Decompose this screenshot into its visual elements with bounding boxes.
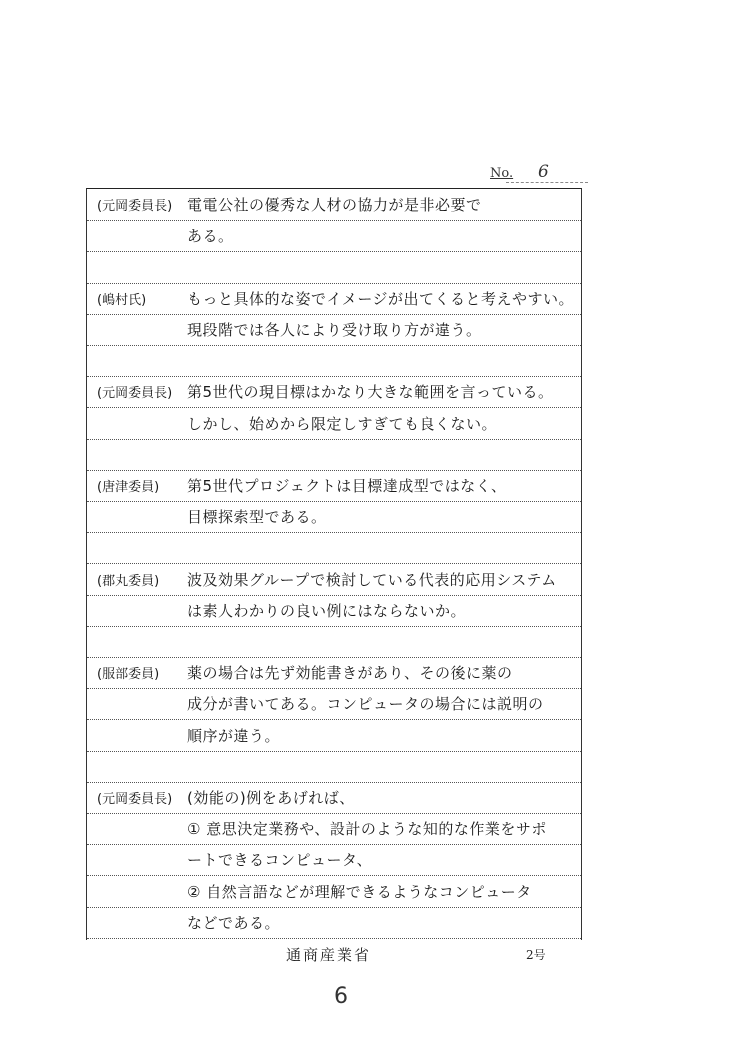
line-text: などである。 bbox=[187, 913, 281, 932]
transcript-line bbox=[87, 532, 581, 563]
line-text: 第5世代プロジェクトは目標達成型ではなく、 bbox=[187, 476, 507, 495]
line-text: しかし、始めから限定しすぎても良くない。 bbox=[187, 414, 498, 433]
transcript-line bbox=[87, 595, 581, 626]
transcript-line bbox=[87, 251, 581, 282]
line-text: もっと具体的な姿でイメージが出てくると考えやすい。 bbox=[187, 289, 575, 308]
speaker-label: (唐津委員) bbox=[97, 479, 160, 495]
line-text: ① 意思決定業務や、設計のような知的な作業をサポ bbox=[187, 820, 547, 839]
transcript-line bbox=[87, 719, 581, 750]
transcript-line bbox=[87, 501, 581, 532]
handwritten-page-number: 6 bbox=[334, 984, 348, 1009]
line-text: ートできるコンピュータ、 bbox=[187, 851, 373, 870]
ministry-name: 通商産業省 bbox=[286, 946, 372, 964]
transcript-line bbox=[87, 813, 581, 844]
transcript-line bbox=[87, 189, 581, 220]
line-text: 薬の場合は先ず効能書きがあり、その後に薬の bbox=[187, 664, 513, 683]
speaker-label: (郡丸委員) bbox=[97, 573, 160, 589]
page-number bbox=[488, 160, 588, 186]
line-text: 第5世代の現目標はかなり大きな範囲を言っている。 bbox=[187, 383, 554, 402]
speaker-label: (元岡委員長) bbox=[97, 199, 173, 215]
transcript-line bbox=[87, 345, 581, 376]
line-text: 目標探索型である。 bbox=[187, 508, 327, 527]
line-text: (効能の)例をあげれば、 bbox=[187, 788, 355, 807]
line-text: 波及効果グループで検討している代表的応用システム bbox=[187, 570, 557, 589]
transcript-line bbox=[87, 314, 581, 345]
transcript-line bbox=[87, 875, 581, 906]
speaker-label: (嶋村氏) bbox=[97, 292, 147, 308]
line-text: 順序が違う。 bbox=[187, 726, 281, 745]
form-number: 2号 bbox=[526, 948, 546, 962]
transcript-line bbox=[87, 220, 581, 251]
transcript-line bbox=[87, 782, 581, 813]
page-number-value: 6 bbox=[538, 162, 549, 182]
transcript-line bbox=[87, 844, 581, 875]
page-number-underline bbox=[506, 182, 588, 183]
transcript-line bbox=[87, 376, 581, 407]
ruled-line bbox=[87, 938, 581, 939]
footer bbox=[86, 940, 582, 970]
line-text: ② 自然言語などが理解できるようなコンピュータ bbox=[187, 882, 532, 901]
line-text: 成分が書いてある。コンピュータの場合には説明の bbox=[187, 695, 544, 714]
transcript-line bbox=[87, 283, 581, 314]
ruled-sheet bbox=[86, 188, 582, 940]
transcript-line bbox=[87, 907, 581, 938]
line-text: は素人わかりの良い例にはならないか。 bbox=[187, 601, 467, 620]
transcript-line bbox=[87, 407, 581, 438]
transcript-line bbox=[87, 563, 581, 594]
transcript-line bbox=[87, 470, 581, 501]
transcript-line bbox=[87, 688, 581, 719]
transcript-line bbox=[87, 626, 581, 657]
line-text: ある。 bbox=[187, 227, 234, 246]
transcript-line bbox=[87, 751, 581, 782]
speaker-label: (元岡委員長) bbox=[97, 386, 173, 402]
transcript-line bbox=[87, 657, 581, 688]
page-number-label: No. bbox=[490, 166, 514, 181]
speaker-label: (服部委員) bbox=[97, 667, 160, 683]
line-text: 電電公社の優秀な人材の協力が是非必要で bbox=[187, 196, 482, 215]
transcript-line bbox=[87, 439, 581, 470]
line-text: 現段階では各人により受け取り方が違う。 bbox=[187, 320, 482, 339]
speaker-label: (元岡委員長) bbox=[97, 791, 173, 807]
